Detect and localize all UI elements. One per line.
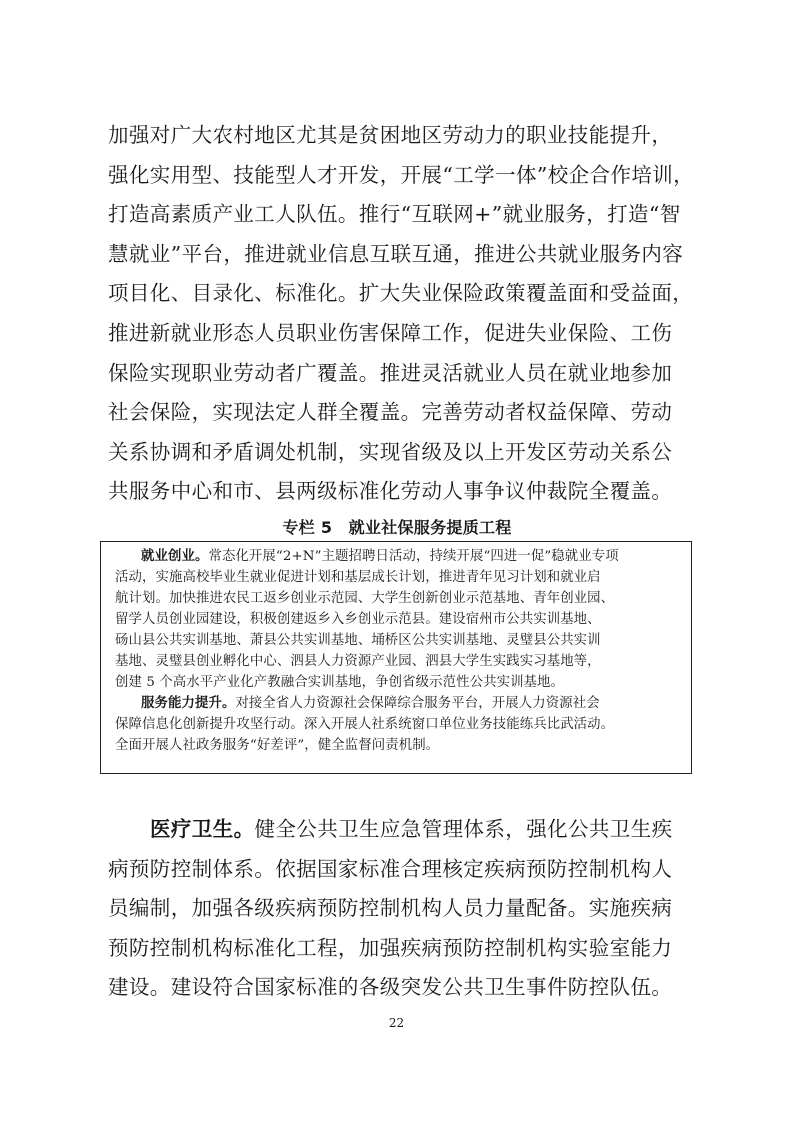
box-line: 基地、灵璧县创业孵化中心、泗县人力资源产业园、泗县大学生实践实习基地等， [115,654,601,669]
paragraph-text: 健全公共卫生应急管理体系，强化公共卫生疾 [254,817,673,841]
box-item-text: 对接全省人力资源社会保障综合服务平台，开展人力资源社会 [235,696,600,711]
box-item-service-capacity [115,693,677,714]
paragraph-line: 病预防控制体系。依据国家标准合理核定疾病预防控制机构人 [108,856,673,881]
column-box [100,541,692,774]
paragraph-heading: 医疗卫生。 [150,817,255,841]
paragraph-line: 推进新就业形态人员职业伤害保障工作，促进失业保险、工伤 [108,320,673,345]
box-line: 留学人员创业园建设，积极创建返乡入乡创业示范县。建设宿州市公共实训基地、 [115,612,601,627]
box-item-heading: 就业创业。 [141,548,209,564]
paragraph-line: 加强对广大农村地区尤其是贫困地区劳动力的职业技能提升， [108,123,673,147]
box-item-heading: 服务能力提升。 [141,695,236,711]
box-item-employment [115,546,677,567]
paragraph-line: 项目化、目录化、标准化。扩大失业保险政策覆盖面和受益面， [108,281,694,306]
paragraph-line: 员编制，加强各级疾病预防控制机构人员力量配备。实施疾病 [108,896,673,921]
paragraph-line: 关系协调和矛盾调处机制，实现省级及以上开发区劳动关系公 [108,439,673,464]
box-line: 活动，实施高校毕业生就业促进计划和基层成长计划，推进青年见习计划和就业启 [115,570,601,585]
page-number: 22 [388,1016,405,1030]
paragraph-line [108,810,708,850]
box-item-text: 常态化开展“2+N”主题招聘日活动，持续开展“四进一促”稳就业专项 [208,549,619,564]
column-box-title: 专栏 5 就业社保服务提质工程 [282,518,512,537]
paragraph-line: 共服务中心和市、县两级标准化劳动人事争议仲裁院全覆盖。 [108,479,673,504]
paragraph-line: 慧就业”平台，推进就业信息互联互通，推进公共就业服务内容 [108,241,684,266]
box-line: 航计划。加快推进农民工返乡创业示范园、大学生创新创业示范基地、青年创业园、 [115,591,615,606]
box-line: 创建 5 个高水平产业化产教融合实训基地，争创省级示范性公共实训基地。 [115,675,565,690]
paragraph-line: 强化实用型、技能型人才开发，开展“工学一体”校企合作培训， [108,162,695,187]
paragraph-healthcare [108,810,708,1008]
paragraph-line: 社会保险，实现法定人群全覆盖。完善劳动者权益保障、劳动 [108,400,673,425]
paragraph-employment-services [108,116,708,512]
box-line: 全面开展人社政务服务“好差评”，健全监督问责机制。 [115,738,440,753]
box-line: 砀山县公共实训基地、萧县公共实训基地、埇桥区公共实训基地、灵璧县公共实训 [115,633,601,648]
paragraph-line: 保险实现职业劳动者广覆盖。推进灵活就业人员在就业地参加 [108,360,673,385]
box-line: 保障信息化创新提升攻坚行动。深入开展人社系统窗口单位业务技能练兵比武活动。 [115,717,615,732]
paragraph-line: 打造高素质产业工人队伍。推行“互联网+”就业服务，打造“智 [108,202,681,227]
paragraph-line: 建设。建设符合国家标准的各级突发公共卫生事件防控队伍。 [108,975,673,1000]
paragraph-line: 预防控制机构标准化工程，加强疾病预防控制机构实验室能力 [108,935,673,960]
